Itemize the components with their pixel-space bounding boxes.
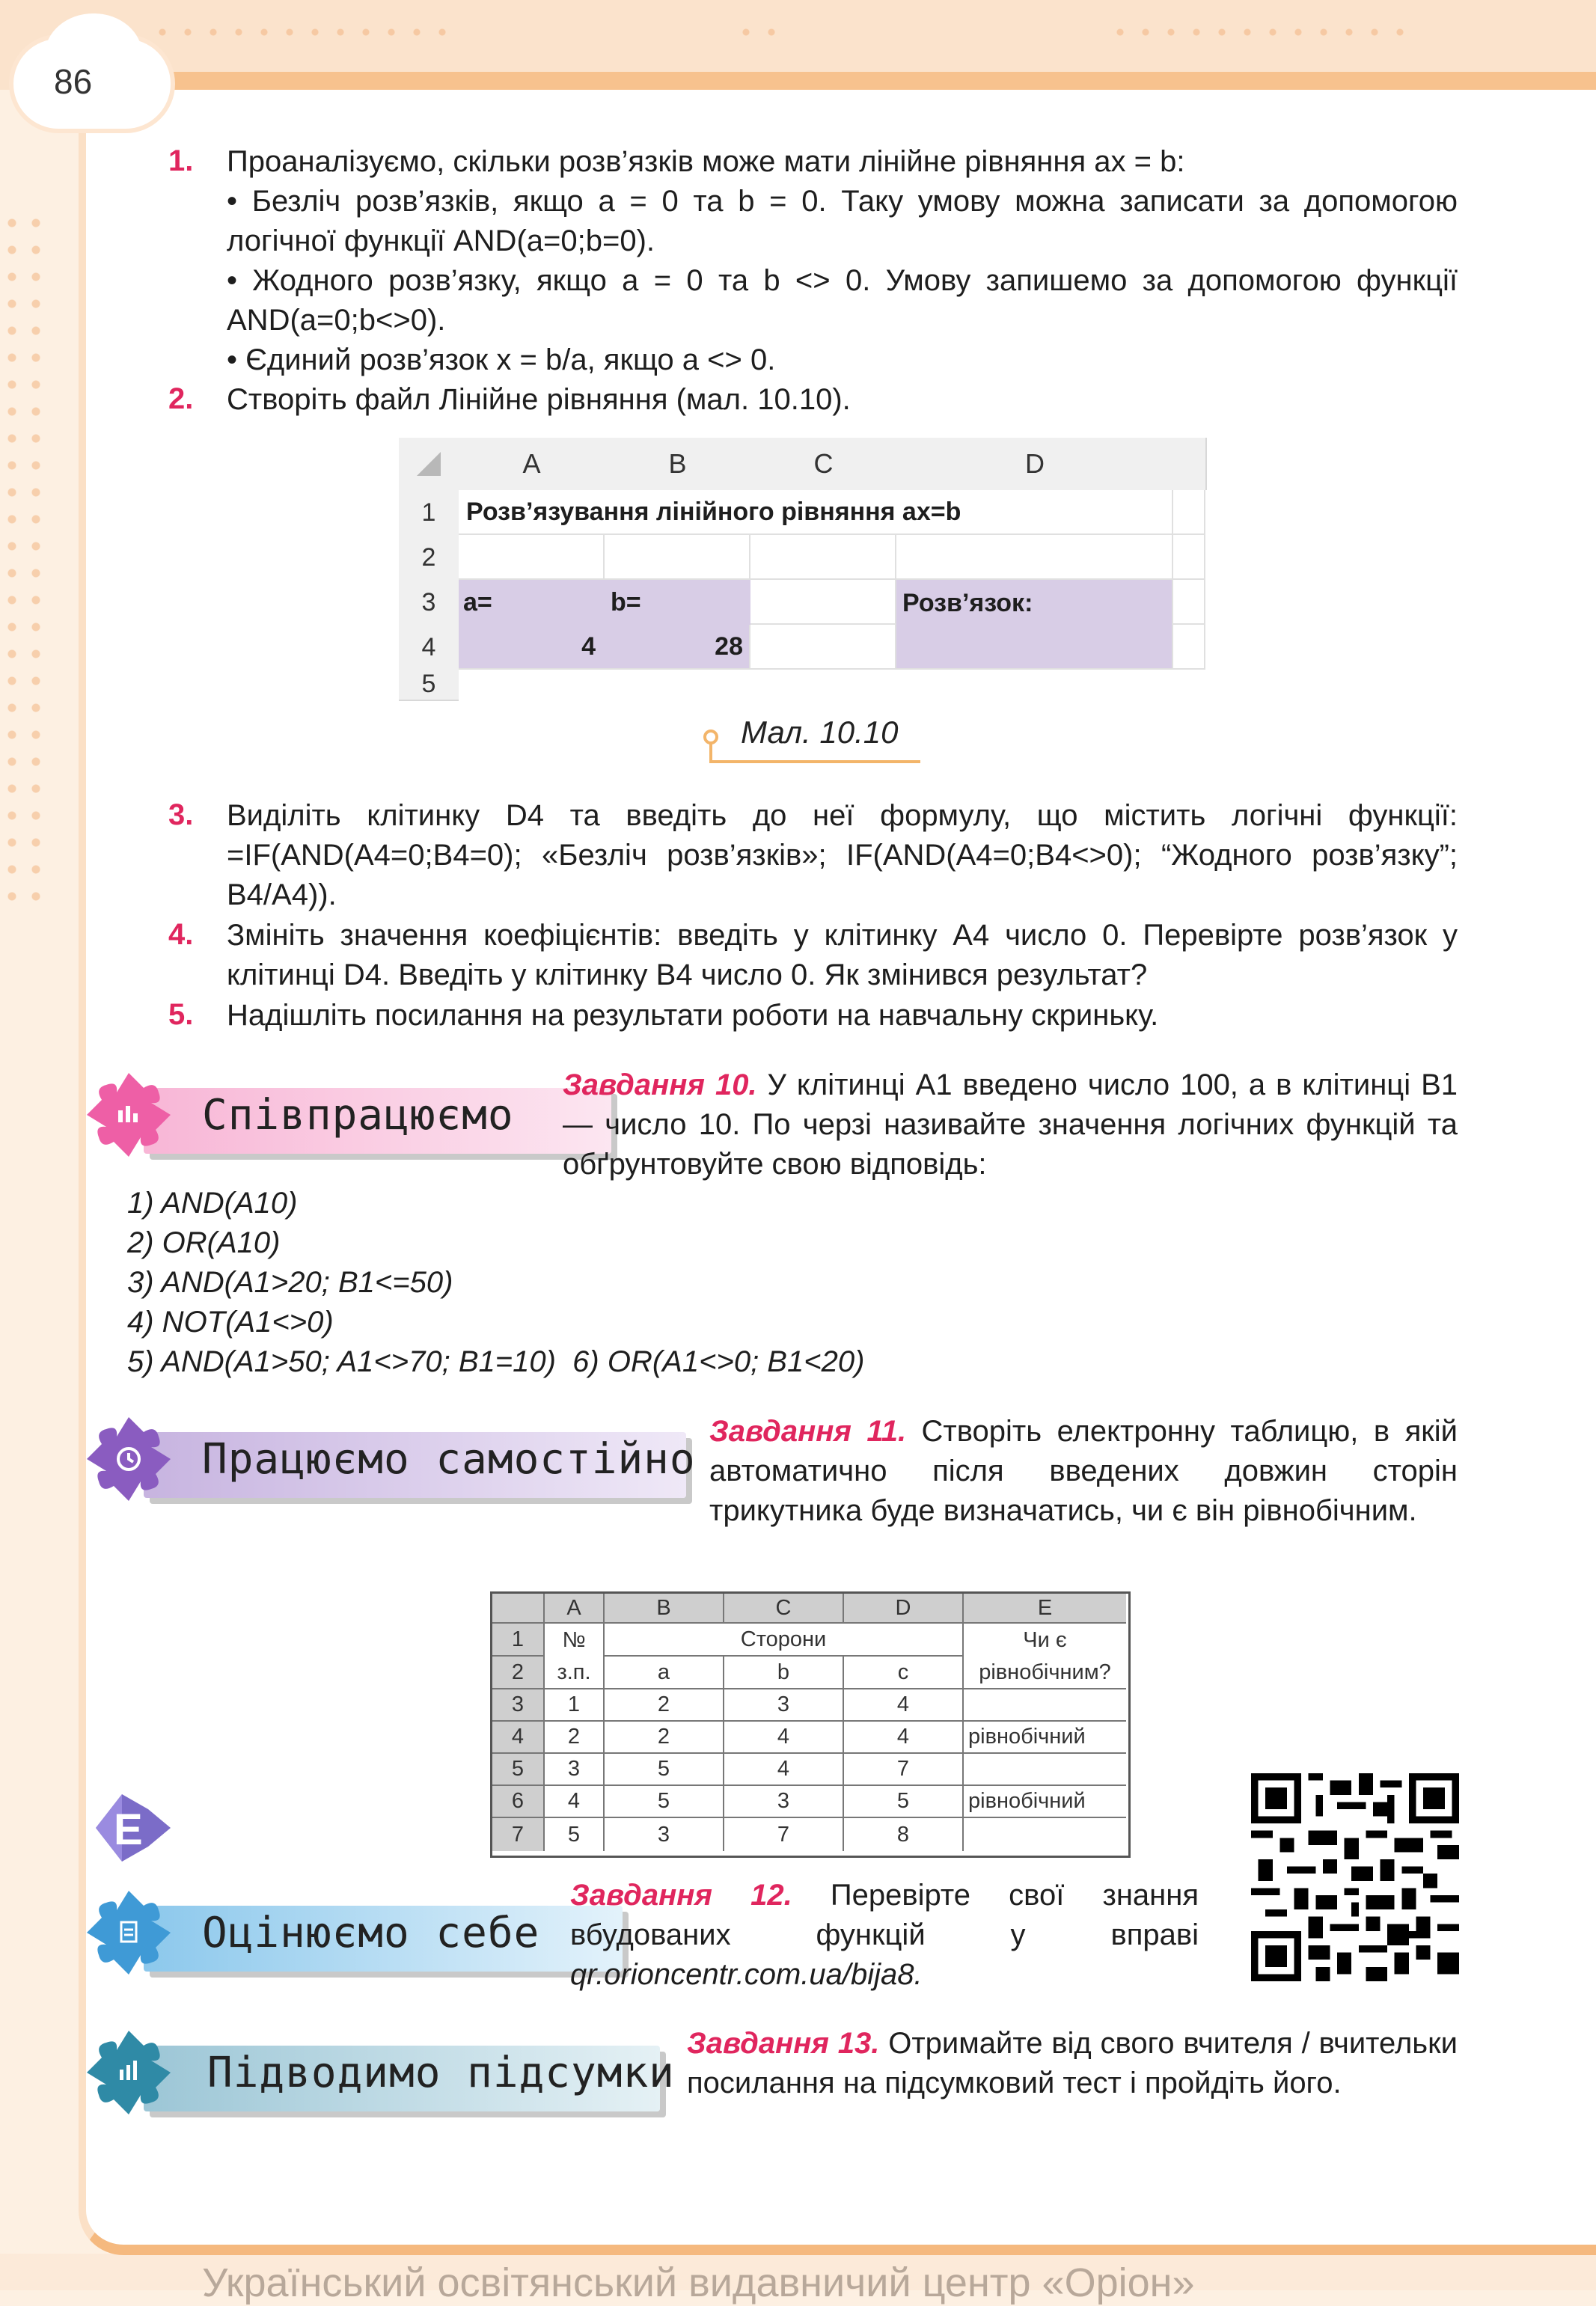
cell[interactable] <box>1173 580 1205 625</box>
cell-a1-title[interactable]: Розв’язування лінійного рівняння ax=b <box>459 490 1173 535</box>
spreadsheet-triangle <box>490 1591 1131 1858</box>
cell-sides-header[interactable]: Сторони <box>605 1624 964 1657</box>
item-1-content: Проаналізуємо, скільки розв’язків може мати лінійне рівняння ax = b: <box>227 145 1185 178</box>
cell[interactable] <box>605 535 750 580</box>
cell[interactable] <box>896 535 1173 580</box>
task-11-body: Створіть електронну таблицю, в якій автоматично після введених довжин сторін трикутника буде визначатись, чи є він рівнобічним. <box>709 1415 1458 1527</box>
bullet-2: • Жодного розв’язку, якщо a = 0 та b <> 0. Умову запишемо за допомогою функції AND(a=0;b<>0). <box>227 264 1458 337</box>
cell-d3-solution-label[interactable]: Розв’язок: <box>896 580 1173 670</box>
row-header-4[interactable]: 4 <box>492 1722 545 1754</box>
cell-side-a-header[interactable]: a <box>605 1657 724 1689</box>
cell-equilateral-header-2[interactable]: рівнобічним? <box>964 1657 1126 1689</box>
row-header-3[interactable]: 3 <box>399 580 459 626</box>
task-10-option: 3) AND(A1>20; B1<=50) <box>127 1266 453 1299</box>
cell[interactable] <box>459 535 605 580</box>
puzzle-chart-icon <box>84 1070 174 1160</box>
row-header-5[interactable]: 5 <box>399 670 459 701</box>
cell-side-b-header[interactable]: b <box>724 1657 844 1689</box>
task-13-text <box>687 2024 1458 2103</box>
top-dots <box>733 27 793 37</box>
item-number: 2. <box>168 382 194 415</box>
item-number: 3. <box>168 798 194 831</box>
bullet-3: • Єдиний розв’язок x = b/a, якщо a <> 0. <box>227 343 776 376</box>
task-11-text <box>709 1412 1458 1531</box>
table-cell[interactable]: 4 <box>545 1786 605 1818</box>
column-header-b[interactable]: B <box>605 1594 724 1624</box>
cell[interactable] <box>750 535 896 580</box>
task-10-text <box>563 1065 1458 1184</box>
task-10-option: 2) OR(A10) <box>127 1226 281 1259</box>
table-cell[interactable]: 2 <box>605 1722 724 1754</box>
table-cell[interactable]: 7 <box>724 1818 844 1851</box>
table-cell[interactable]: 1 <box>545 1689 605 1722</box>
task-13-body: Отримайте від свого вчителя / вчительки посилання на підсумковий тест і пройдіть його. <box>687 2027 1458 2099</box>
column-header-d[interactable]: D <box>896 438 1175 490</box>
table-cell[interactable]: 3 <box>545 1754 605 1786</box>
table-cell[interactable]: 5 <box>605 1754 724 1786</box>
puzzle-clock-icon <box>84 1414 174 1504</box>
row-header-6[interactable]: 6 <box>492 1786 545 1818</box>
column-header-e[interactable]: E <box>964 1594 1126 1624</box>
row-header-3[interactable]: 3 <box>492 1689 545 1722</box>
page-number: 86 <box>54 62 93 101</box>
task-12-link[interactable]: qr.orioncentr.com.ua/bija8. <box>570 1958 923 1991</box>
top-dots <box>1107 27 1422 37</box>
row-header-1[interactable]: 1 <box>399 490 459 536</box>
task-10-option: 4) NOT(A1<>0) <box>127 1306 334 1339</box>
item-2-text: Створіть файл Лінійне рівняння (мал. 10.10). <box>227 383 851 416</box>
table-cell[interactable]: 5 <box>605 1786 724 1818</box>
footer-publisher: Український освітянський видавничий центр «Оріон» <box>202 2260 1195 2305</box>
select-all-corner[interactable] <box>492 1594 545 1624</box>
section-banner-cooperate <box>84 1077 533 1152</box>
row-header-1[interactable]: 1 <box>492 1624 545 1657</box>
cell[interactable] <box>750 580 896 625</box>
section-banner-independent <box>84 1422 697 1496</box>
banner-label: Оцінюємо себе <box>202 1909 540 1957</box>
task-10-option: 5) AND(A1>50; A1<>70; B1=10) 6) OR(A1<>0; B1<20) <box>127 1345 865 1378</box>
task-10-label: Завдання 10. <box>563 1068 757 1101</box>
cell-zp-header[interactable]: з.п. <box>545 1657 605 1689</box>
table-cell[interactable]: 3 <box>724 1786 844 1818</box>
task-11-label: Завдання 11. <box>709 1415 907 1448</box>
cell-side-c-header[interactable]: c <box>844 1657 964 1689</box>
banner-label: Працюємо самостійно <box>202 1435 696 1484</box>
table-cell[interactable] <box>964 1689 1126 1722</box>
table-cell[interactable]: 3 <box>605 1818 724 1851</box>
table-cell[interactable]: рівнобічний <box>964 1722 1126 1754</box>
table-cell[interactable]: 3 <box>724 1689 844 1722</box>
column-header-d[interactable]: D <box>844 1594 964 1624</box>
table-cell[interactable] <box>964 1818 1126 1851</box>
item-4-text: Змініть значення коефіцієнтів: введіть у клітинку A4 число 0. Перевірте розв’язок у клітинці D4. Введіть у клітинку B4 число 0. Як змінився результат? <box>227 919 1458 991</box>
cell-a4-a-value[interactable]: 4 <box>459 625 605 670</box>
task-13-label: Завдання 13. <box>687 2027 880 2060</box>
item-5-text: Надішліть посилання на результати роботи на навчальну скриньку. <box>227 999 1159 1032</box>
task-10-body: У клітинці A1 введено число 100, а в клітинці B1 — число 10. По черзі називайте значення логічних функцій та обґрунтовуйте свою відповідь: <box>563 1068 1458 1181</box>
table-cell[interactable]: 5 <box>844 1786 964 1818</box>
row-header-7[interactable]: 7 <box>492 1818 545 1851</box>
figure-caption: Мал. 10.10 <box>741 715 899 750</box>
e-badge-letter: E <box>114 1805 143 1854</box>
cell-equilateral-header-1[interactable]: Чи є <box>1023 1627 1067 1652</box>
item-number: 1. <box>168 144 194 177</box>
cell[interactable] <box>1173 535 1205 580</box>
column-header-a[interactable]: A <box>459 438 606 490</box>
task-10-option: 1) AND(A10) <box>127 1187 298 1220</box>
cell-number-header[interactable]: № <box>545 1624 605 1657</box>
table-cell[interactable]: 2 <box>605 1689 724 1722</box>
cell[interactable] <box>1173 625 1205 670</box>
table-cell[interactable]: 7 <box>844 1754 964 1786</box>
column-header-b[interactable]: B <box>605 438 752 490</box>
item-3-text: Виділіть клітинку D4 та введіть до неї формулу, що містить логічні функції: =IF(AND(A4=0;B4=0); «Безліч розв’язків»; IF(AND(A4=0;B4<>0); “Жодного розв’язку”; B4/A4)). <box>227 799 1458 911</box>
row-header-5[interactable]: 5 <box>492 1754 545 1786</box>
cell-b4-b-value[interactable]: 28 <box>605 625 750 670</box>
table-cell[interactable]: 4 <box>724 1754 844 1786</box>
caption-underline <box>711 760 920 763</box>
table-cell[interactable]: 8 <box>844 1818 964 1851</box>
section-banner-summary <box>84 2035 675 2110</box>
table-cell[interactable]: рівнобічний <box>964 1786 1126 1818</box>
table-cell[interactable]: 4 <box>724 1722 844 1754</box>
banner-label: Підводимо підсумки <box>207 2049 675 2097</box>
bullet-1: • Безліч розв’язків, якщо a = 0 та b = 0. Таку умову можна записати за допомогою логічної функції AND(a=0;b=0). <box>227 185 1458 257</box>
table-cell[interactable]: 2 <box>545 1722 605 1754</box>
item-number: 4. <box>168 918 194 951</box>
column-header-c[interactable]: C <box>750 438 898 490</box>
item-number: 5. <box>168 998 194 1031</box>
left-dots-decoration <box>0 210 52 913</box>
row-header-2[interactable]: 2 <box>399 535 459 581</box>
item-1-text <box>227 142 1461 182</box>
task-12-label: Завдання 12. <box>570 1879 792 1912</box>
section-banner-evaluate <box>84 1895 548 1970</box>
cell-a3-a-label[interactable]: a= <box>459 580 605 625</box>
qr-code-image[interactable] <box>1251 1773 1459 1981</box>
table-cell[interactable]: 5 <box>545 1818 605 1851</box>
table-cell[interactable]: 4 <box>844 1722 964 1754</box>
top-dots <box>150 27 449 37</box>
table-cell[interactable] <box>964 1754 1126 1786</box>
column-header-e[interactable] <box>1173 438 1207 490</box>
spreadsheet-linear-equation <box>399 438 1205 700</box>
task-12-body: Перевірте свої знання вбудованих функцій у вправі <box>570 1879 1199 1951</box>
row-header-4[interactable]: 4 <box>399 625 459 671</box>
table-cell[interactable]: 4 <box>844 1689 964 1722</box>
cell-b3-b-label[interactable]: b= <box>605 580 750 625</box>
cell[interactable] <box>1173 490 1205 535</box>
banner-label: Співпрацюємо <box>202 1091 514 1140</box>
row-header-2[interactable]: 2 <box>492 1657 545 1689</box>
puzzle-clipboard-icon <box>84 1888 174 1978</box>
task-12-text <box>570 1876 1199 1995</box>
column-header-a[interactable]: A <box>545 1594 605 1624</box>
cell[interactable] <box>750 625 896 670</box>
puzzle-summary-icon <box>84 2028 174 2117</box>
column-header-c[interactable]: C <box>724 1594 844 1624</box>
select-all-corner[interactable] <box>399 438 460 490</box>
